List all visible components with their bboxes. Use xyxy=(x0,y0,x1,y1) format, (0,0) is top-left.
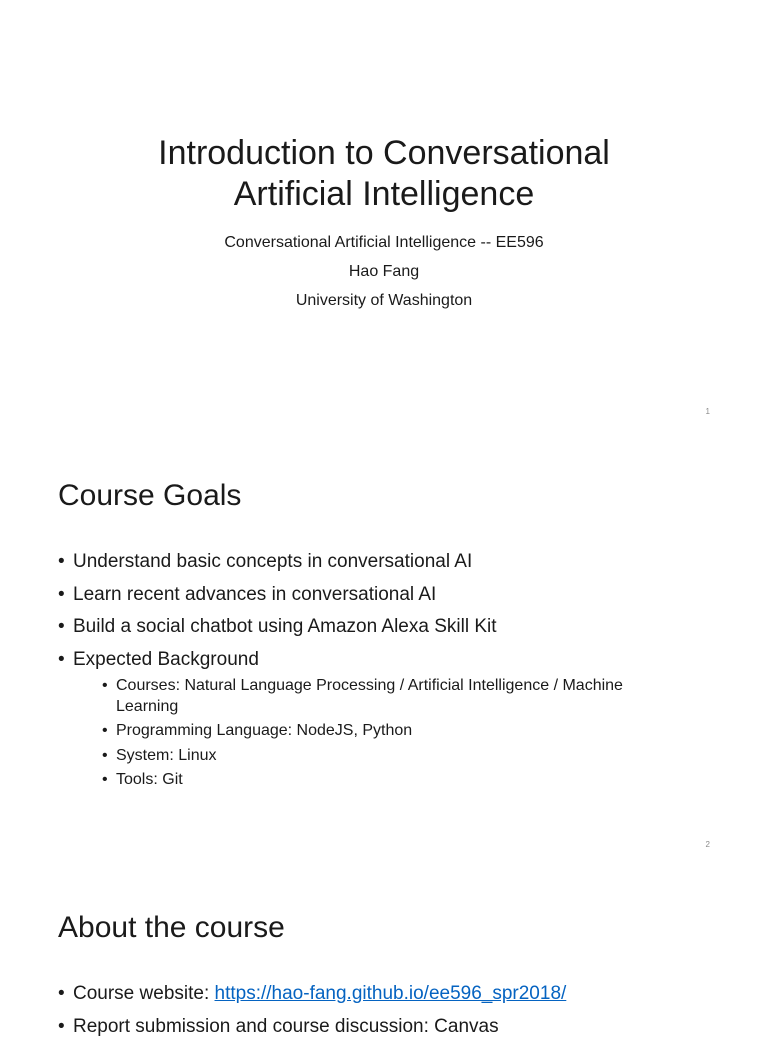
course-name: Conversational Artificial Intelligence -- EE596 xyxy=(0,228,768,257)
slide-3 xyxy=(0,864,768,1024)
list-item: • Report submission and course discussion: Canvas xyxy=(58,1011,678,1043)
list-item: • Build a social chatbot using Amazon Alexa Skill Kit xyxy=(58,611,678,644)
sub-list-item: • Courses: Natural Language Processing / Artificial Intelligence / Machine Learning xyxy=(102,676,678,717)
slide-subtitle xyxy=(0,228,768,315)
bullet-list xyxy=(58,978,678,1043)
list-item-expected-background xyxy=(58,644,678,791)
slide-heading: Course Goals xyxy=(58,478,241,514)
course-website-link[interactable]: https://hao-fang.github.io/ee596_spr2018/ xyxy=(215,983,567,1004)
page-number: 1 xyxy=(706,407,710,416)
page-number: 2 xyxy=(706,840,710,849)
sub-list-item: • Tools: Git xyxy=(102,770,678,791)
sub-list-item: • Programming Language: NodeJS, Python xyxy=(102,721,678,742)
slide-title xyxy=(0,133,768,215)
affiliation: University of Washington xyxy=(0,286,768,315)
list-item: • Learn recent advances in conversational AI xyxy=(58,579,678,612)
sub-list-item: • System: Linux xyxy=(102,746,678,767)
title-line-1: Introduction to Conversational xyxy=(0,133,768,174)
list-item-label: Expected Background xyxy=(73,649,259,670)
title-line-2: Artificial Intelligence xyxy=(0,174,768,215)
list-item: • Understand basic concepts in conversational AI xyxy=(58,546,678,579)
bullet-list xyxy=(58,546,678,795)
slide-1 xyxy=(0,0,768,432)
list-item-course-website xyxy=(58,978,678,1011)
slide-heading: About the course xyxy=(58,910,285,946)
list-item-label: Course website: xyxy=(73,983,215,1004)
sub-bullet-list xyxy=(102,676,678,791)
slide-2 xyxy=(0,432,768,864)
author-name: Hao Fang xyxy=(0,257,768,286)
